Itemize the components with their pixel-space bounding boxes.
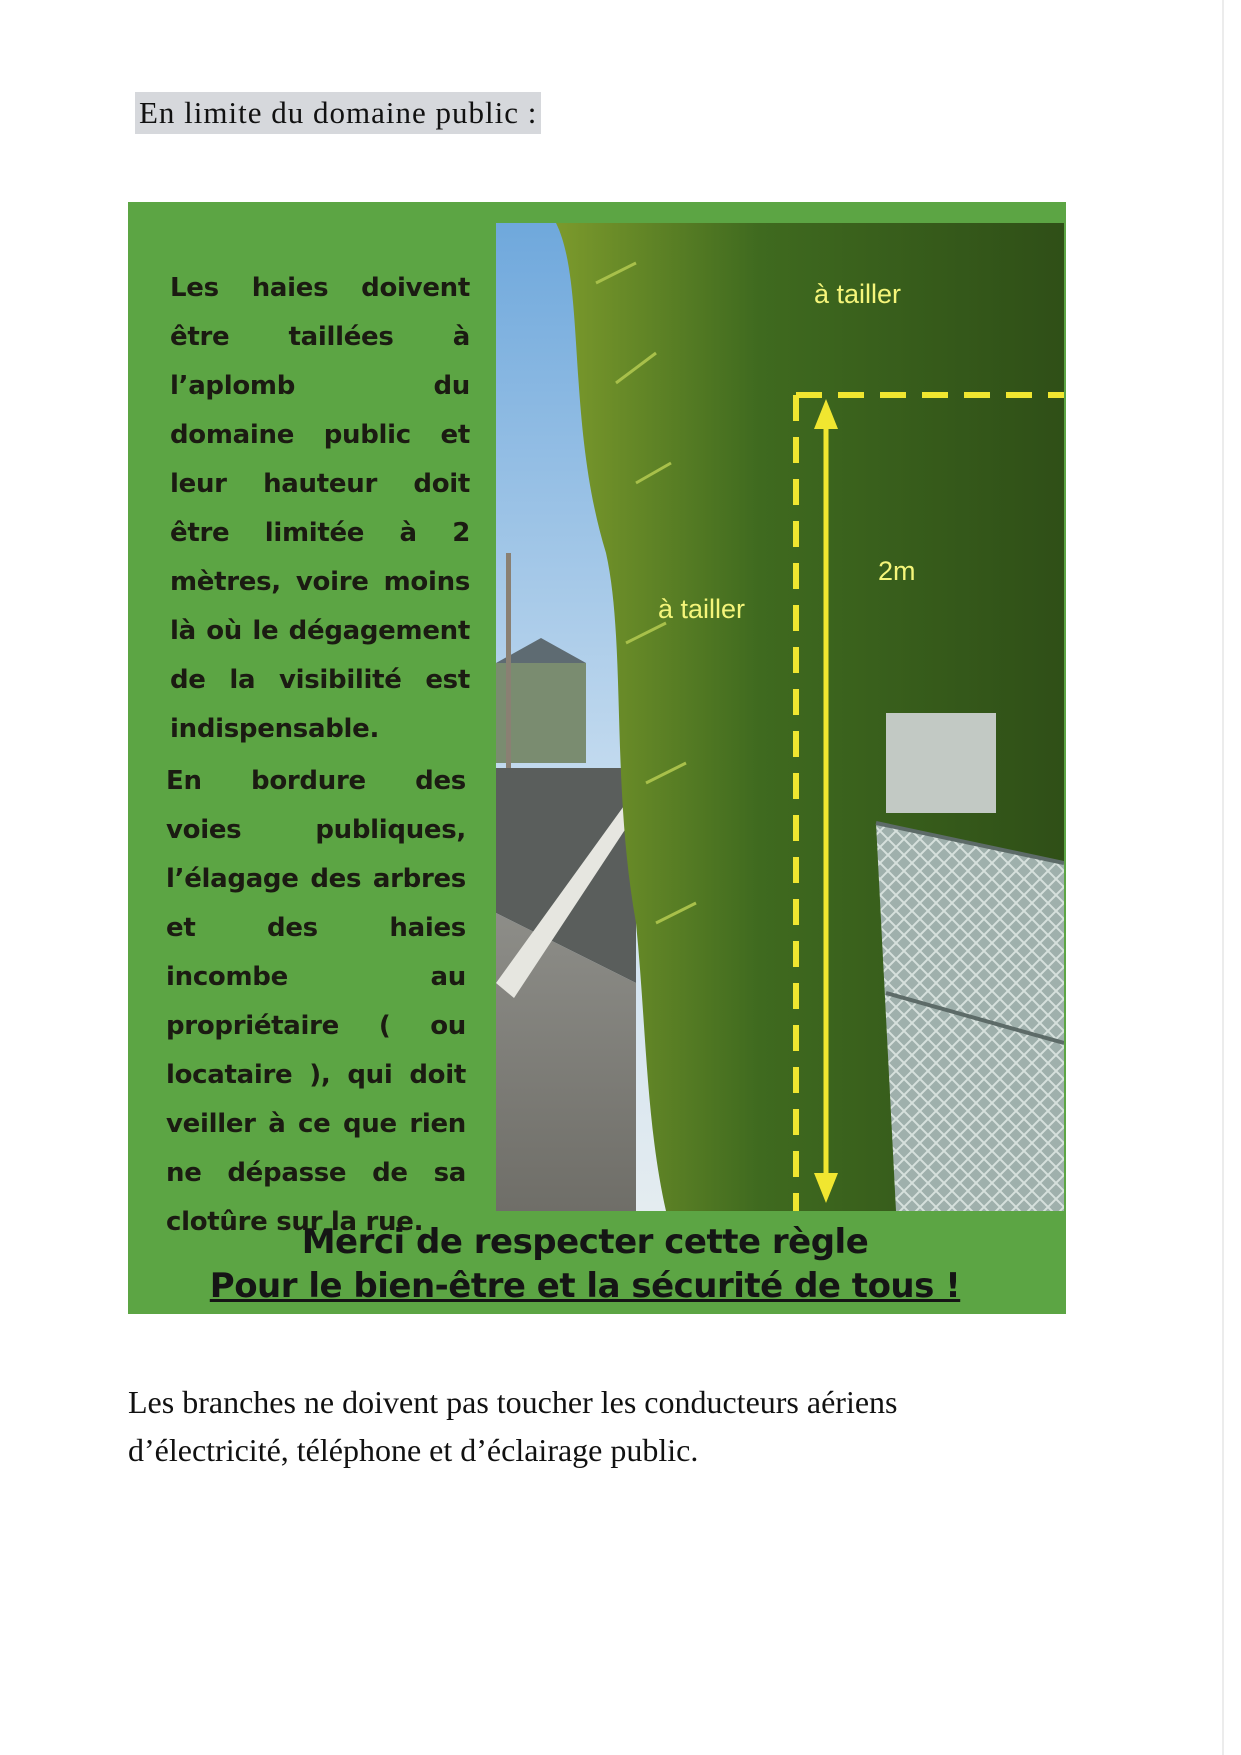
body-line-2: d’électricité, téléphone et d’éclairage public. [128,1432,699,1468]
poster-paragraph-2: En bordure des voies publiques, l’élagage des arbres et des haies incombe au propriétaire ( ou locataire ), qui doit veiller à ce que rien ne dépasse de sa clotûre sur la rue. [166,766,466,1237]
label-trim-top: à tailler [814,279,902,309]
label-trim-side: à tailler [658,594,746,624]
hedge-photo [496,223,1064,1211]
hedge-poster [128,202,1066,1314]
page-heading: En limite du domaine public : [135,92,541,134]
poster-paragraph-1: Les haies doivent être taillées à l’aplomb du domaine public et leur hauteur doit être limitée à 2 mètres, voire moins là où le dégagement de la visibilité est indispensable. [170,273,470,744]
poster-footer-line-2: Pour le bien-être et la sécurité de tous ! [209,1266,961,1306]
poster-footer-line-1: Merci de respecter cette règle [301,1222,869,1262]
label-height-2m: 2m [878,556,916,586]
body-paragraph [128,1378,1068,1474]
utility-pole [506,553,511,783]
page-edge [1222,0,1224,1755]
mailbox-post [886,713,996,813]
body-line-1: Les branches ne doivent pas toucher les conducteurs aériens [128,1384,898,1420]
hedge-illustration [496,223,1064,1211]
